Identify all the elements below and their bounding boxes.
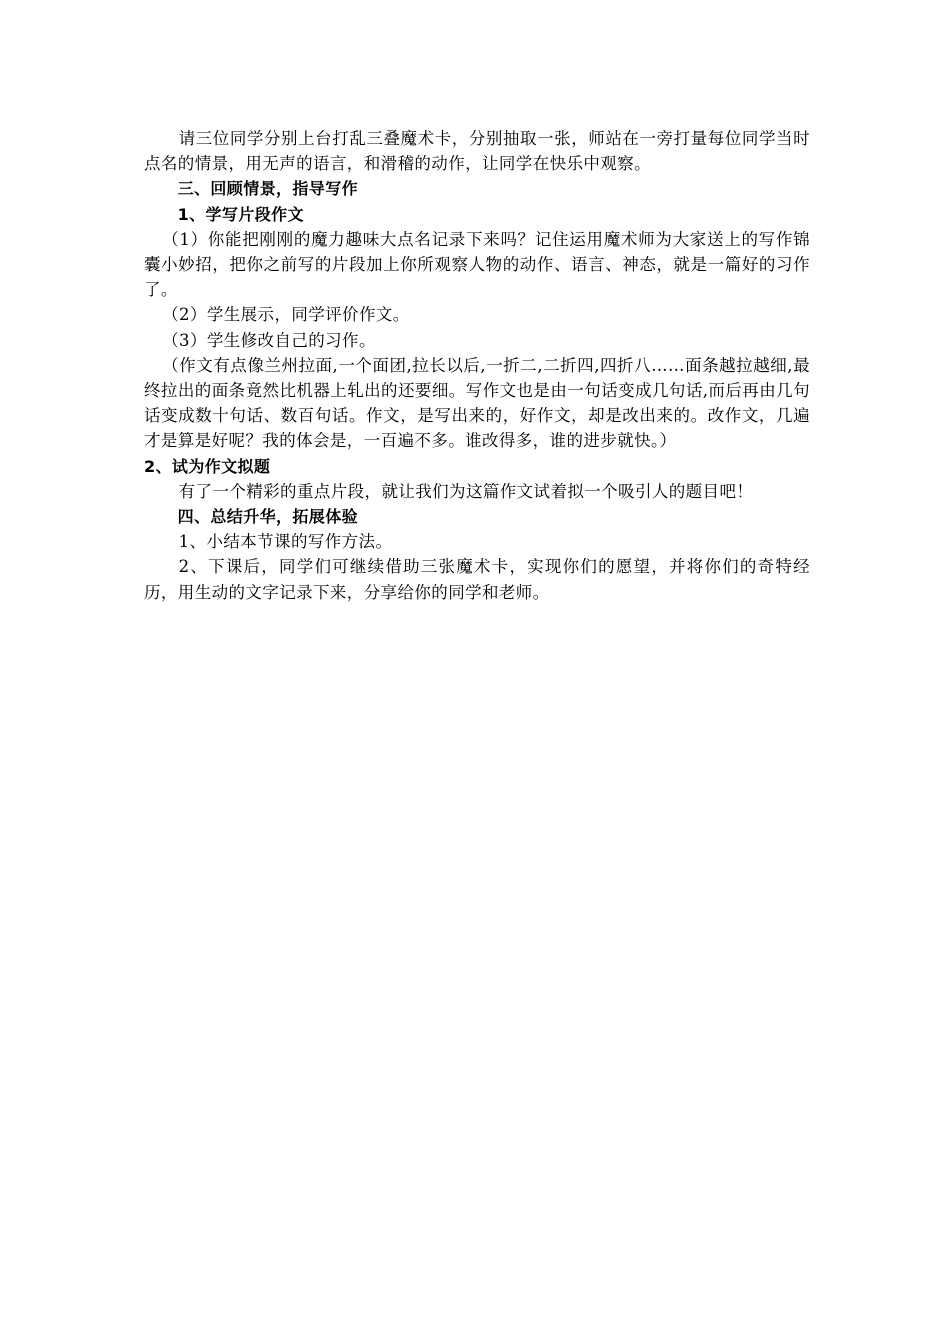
heading-summary-extension: 四、总结升华，拓展体验 [177, 507, 358, 527]
paragraph-magic-cards: 请三位同学分别上台打乱三叠魔术卡，分别抽取一张，师站在一旁打量每位同学当时点名的情景，用无声的语言，和滑稽的动作，让同学在快乐中观察。 [144, 129, 810, 174]
paragraph-summary-2: 2、下课后，同学们可继续借助三张魔术卡，实现你们的愿望，并将你们的奇特经历，用生动的文字记录下来，分享给你的同学和老师。 [144, 557, 810, 602]
document-body [144, 126, 810, 605]
subheading-title-composition: 2、试为作文拟题 [144, 456, 271, 476]
heading-review-guide-writing: 三、回顾情景，指导写作 [177, 179, 358, 199]
paragraph-item-2: （2）学生展示，同学评价作文。 [162, 305, 410, 325]
paragraph-title-prompt: 有了一个精彩的重点片段，就让我们为这篇作文试着拟一个吸引人的题目吧！ [178, 481, 754, 501]
paragraph-item-3: （3）学生修改自己的习作。 [162, 330, 376, 350]
paragraph-writing-note: （作文有点像兰州拉面,一个面团,拉长以后,一折二,二折四,四折八……面条越拉越细,最终拉出的面条竟然比机器上轧出的还要细。写作文也是由一句话变成几句话,而后再由几句话变成数十句话、数百句话。作文，是写出来的，好作文，却是改出来的。改作文，几遍才是算是好呢？我的体会是，一百遍不多。谁改得多，谁的进步就快。） [144, 355, 810, 451]
subheading-learn-paragraph-writing: 1、学写片段作文 [177, 204, 304, 224]
paragraph-item-1: （1）你能把刚刚的魔力趣味大点名记录下来吗？记住运用魔术师为大家送上的写作锦囊小妙招，把你之前写的片段加上你所观察人物的动作、语言、神态，就是一篇好的习作了。 [144, 229, 810, 300]
paragraph-summary-1: 1、小结本节课的写作方法。 [178, 532, 393, 552]
